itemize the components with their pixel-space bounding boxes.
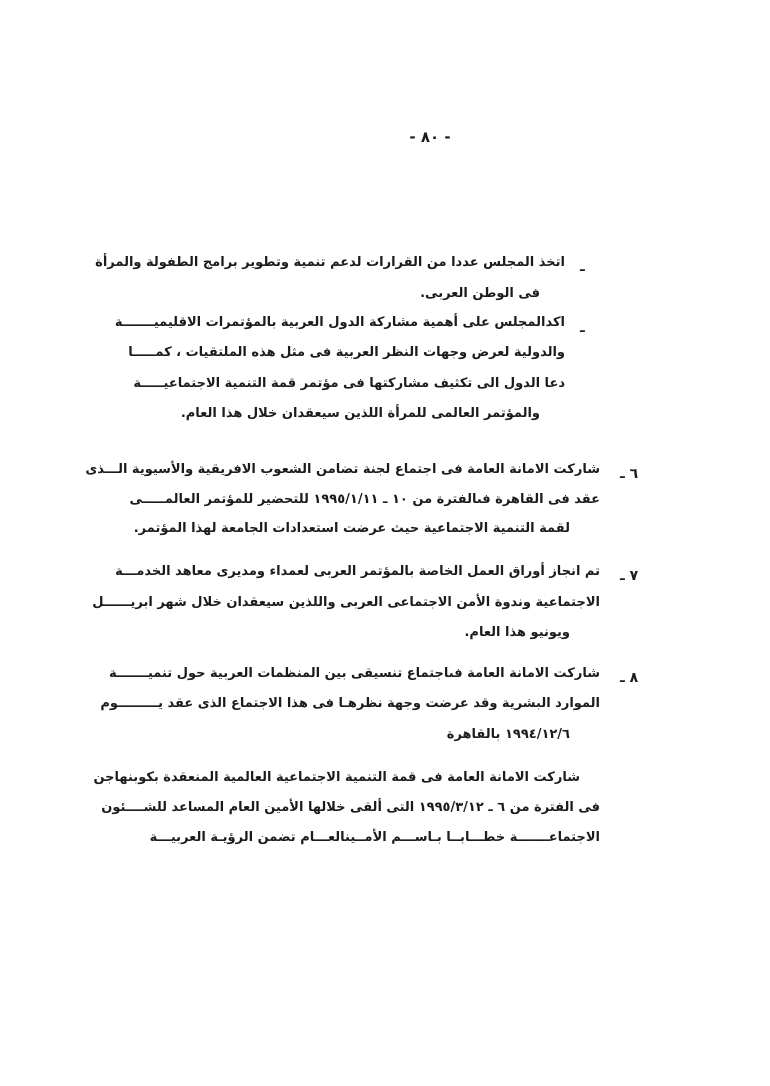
text-line: الموارد البشرية وقد عرضت وجهة نظرهـا فى هذا الاجتماع الذى عقد يـــــــــوم	[100, 696, 600, 711]
item-number-8: ٨ ـ	[620, 670, 639, 686]
text-line: فى الفترة من ٦ ـ ١٩٩٥/٣/١٢ التى ألقى خلالها الأمين العام المساعد للشــــئون	[101, 800, 600, 815]
text-line: الاجتماعية وندوة الأمن الاجتماعى العربى واللذين سيعقدان خلال شهر ابريــــــل	[92, 595, 600, 610]
text-line: الاجتماعـــــــة خطـــابــا بـاســـم الأمــينالعـــام تضمن الرؤيـة العربيـــة	[149, 830, 600, 845]
text-line: ١٩٩٤/١٢/٦ بالقاهرة	[446, 727, 570, 742]
text-line: اتخذ المجلس عددا من القرارات لدعم تنمية وتطوير برامج الطفولة والمرأة	[95, 255, 565, 270]
text-line: لقمة التنمية الاجتماعية حيث عرضت استعدادات الجامعة لهذا المؤتمر.	[133, 521, 570, 536]
text-line: ويونيو هذا العام.	[464, 625, 570, 640]
text-line: تم انجاز أوراق العمل الخاصة بالمؤتمر العربى لعمداء ومديرى معاهد الخدمـــة	[115, 564, 600, 579]
item-number-6: ٦ ـ	[620, 466, 639, 482]
text-line: اكدالمجلس على أهمية مشاركة الدول العربية بالمؤتمرات الاقليميـــــــة	[114, 315, 565, 330]
text-line: والمؤتمر العالمى للمرأة اللذين سيعقدان خلال هذا العام.	[180, 406, 540, 421]
text-line: دعا الدول الى تكثيف مشاركتها فى مؤتمر قمة التنمية الاجتماعيـــــة	[133, 376, 565, 391]
bullet-marker: ـ	[580, 259, 585, 275]
text-line: فى الوطن العربى.	[420, 286, 540, 301]
text-line: عقد فى القاهرة فىالفترة من ١٠ ـ ١٩٩٥/١/١١ للتحضير للمؤتمر العالمـــــى	[129, 492, 600, 507]
bullet-marker: ـ	[580, 320, 585, 336]
page-number: - ٨٠ -	[409, 128, 451, 146]
text-line: شاركت الامانة العامة فىاجتماع تنسيقى بين المنظمات العربية حول تنميـــــــة	[108, 666, 600, 681]
text-line: شاركت الامانة العامة فى قمة التنمية الاجتماعية العالمية المنعقدة بكوبنهاجن	[93, 770, 580, 785]
item-number-7: ٧ ـ	[620, 568, 639, 584]
text-line: شاركت الامانة العامة فى اجتماع لجنة تضامن الشعوب الافريقية والأسيوية الـــذى	[85, 462, 600, 477]
text-line: والدولية لعرض وجهات النظر العربية فى مثل هذه الملتقيات ، كمـــــا	[128, 345, 565, 360]
